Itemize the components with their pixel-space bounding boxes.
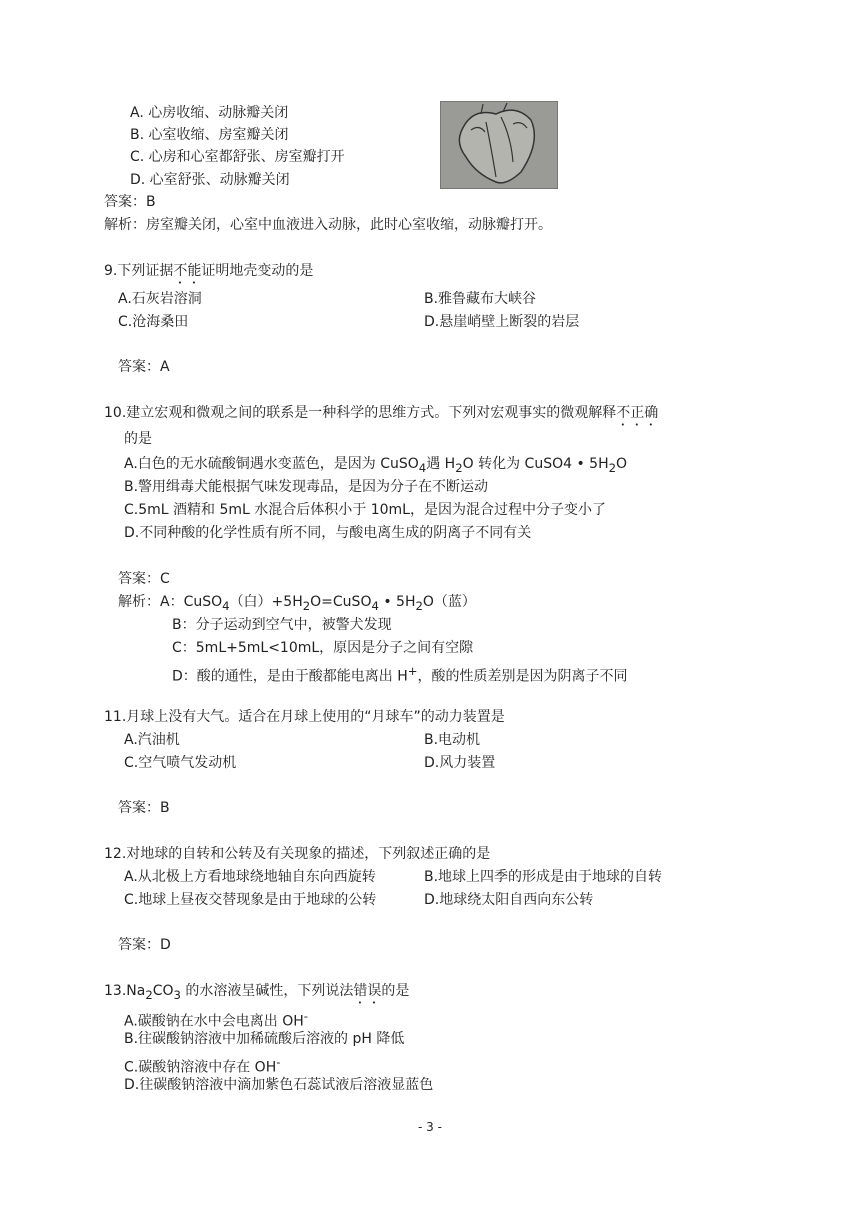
q13-stem-text: CO — [152, 983, 174, 999]
q10-analysis-text: ，酸的性质差别是因为阴离子不同 — [417, 668, 628, 685]
q10-analysis-c: C：5mL+5mL<10mL，原因是分子之间有空隙 — [172, 640, 474, 656]
q8-option-b: B. 心室收缩、房室瓣关闭 — [130, 127, 289, 143]
subscript: 2 — [608, 460, 617, 475]
q9-option-a: A.石灰岩溶洞 — [118, 291, 202, 307]
q13-stem — [104, 982, 409, 1007]
q11-stem: 11.月球上没有大气。适合在月球上使用的“月球车”的动力装置是 — [104, 709, 505, 725]
subscript: 2 — [415, 598, 423, 613]
q13-option-d: D.往碳酸钠溶液中滴加紫色石蕊试液后溶液显蓝色 — [124, 1077, 434, 1093]
q11-option-a: A.汽油机 — [124, 732, 180, 748]
q11-option-d: D.风力装置 — [424, 755, 496, 771]
q10-option-a-text: O 转化为 CuSO4 • 5H — [462, 456, 609, 472]
q10-stem-end: 的是 — [124, 431, 152, 447]
q8-option-c: C. 心房和心室都舒张、房室瓣打开 — [130, 149, 345, 165]
subscript: 4 — [371, 598, 379, 613]
q8-analysis: 解析：房室瓣关闭，心室中血液进入动脉，此时心室收缩，动脉瓣打开。 — [104, 217, 552, 233]
q10-answer: 答案：C — [118, 571, 170, 587]
q10-analysis-b: B：分子运动到空气中，被警犬发现 — [172, 617, 392, 633]
page-number: - 3 - — [418, 1120, 442, 1134]
q10-analysis-text: D：酸的通性，是由于酸都能电离出 H — [172, 668, 408, 685]
q10-analysis-text: O（蓝） — [422, 594, 476, 610]
q9-option-d: D.悬崖峭壁上断裂的岩层 — [424, 314, 580, 330]
q10-analysis-d — [172, 662, 628, 686]
q8-option-a: A. 心房收缩、动脉瓣关闭 — [130, 105, 289, 121]
q9-option-c: C.沧海桑田 — [118, 314, 189, 330]
q13-option-a — [124, 1007, 308, 1031]
q8-option-d: D. 心室舒张、动脉瓣关闭 — [130, 172, 290, 188]
q11-option-b: B.电动机 — [424, 732, 481, 748]
q10-analysis-a — [118, 593, 476, 615]
superscript: - — [303, 1009, 308, 1023]
subscript: 4 — [418, 460, 427, 475]
q10-stem-text: 10.建立宏观和微观之间的联系是一种科学的思维方式。下列对宏观事实的微观解释 — [104, 405, 617, 421]
subscript: 2 — [145, 987, 153, 1002]
q11-option-c: C.空气喷气发动机 — [124, 755, 237, 771]
q9-answer: 答案：A — [118, 359, 170, 375]
q13-stem-emphasis: 错误 — [353, 983, 382, 999]
q9-stem-emphasis: 不能 — [173, 263, 202, 279]
q13-option-c-text: C.碳酸钠溶液中存在 OH — [124, 1059, 277, 1076]
subscript: 4 — [222, 598, 230, 613]
q9-stem-text-end: 证明地壳变动的是 — [201, 263, 314, 279]
q9-stem — [104, 262, 313, 287]
q13-stem-text-end: 的是 — [381, 983, 410, 999]
q13-option-a-text: A.碳酸钠在水中会电离出 OH — [124, 1013, 304, 1030]
q10-option-a — [124, 455, 627, 477]
q10-option-a-text: A.白色的无水硫酸铜遇水变蓝色，是因为 CuSO — [124, 456, 419, 472]
subscript: 3 — [173, 987, 181, 1002]
q10-option-a-text: O — [616, 456, 628, 472]
superscript: + — [407, 664, 418, 678]
q10-option-c: C.5mL 酒精和 5mL 水混合后体积小于 10mL，是因为混合过程中分子变小了 — [124, 502, 606, 518]
q10-option-b: B.警用缉毒犬能根据气味发现毒品，是因为分子在不断运动 — [124, 479, 489, 495]
q13-option-c — [124, 1053, 280, 1077]
q12-option-a: A.从北极上方看地球绕地轴自东向西旋转 — [124, 869, 376, 885]
q8-answer: 答案：B — [104, 194, 156, 210]
q13-stem-text: 13.Na — [104, 983, 146, 999]
q10-stem — [104, 404, 658, 429]
q10-analysis-text: （白）+5H — [229, 594, 303, 610]
q10-analysis-text: 解析：A：CuSO — [118, 594, 223, 610]
q12-option-d: D.地球绕太阳自西向东公转 — [424, 892, 594, 908]
q12-answer: 答案：D — [118, 937, 171, 953]
q12-option-c: C.地球上昼夜交替现象是由于地球的公转 — [124, 892, 377, 908]
q12-stem: 12.对地球的自转和公转及有关现象的描述，下列叙述正确的是 — [104, 846, 491, 862]
q10-analysis-text: O=CuSO — [310, 594, 372, 610]
superscript: - — [276, 1055, 281, 1069]
q10-option-a-text: 遇 H — [426, 456, 456, 472]
heart-diagram-image — [440, 101, 558, 189]
q13-option-b: B.往碳酸钠溶液中加稀硫酸后溶液的 pH 降低 — [124, 1031, 405, 1047]
q11-answer: 答案：B — [118, 800, 170, 816]
q12-option-b: B.地球上四季的形成是由于地球的自转 — [424, 869, 663, 885]
q10-stem-emphasis: 不正确 — [616, 405, 659, 421]
q9-option-b: B.雅鲁藏布大峡谷 — [424, 291, 537, 307]
q13-stem-text: 的水溶液呈碱性，下列说法 — [180, 983, 354, 999]
subscript: 2 — [302, 598, 311, 613]
q9-stem-text: 9.下列证据 — [104, 263, 174, 279]
subscript: 2 — [455, 460, 463, 475]
q10-analysis-text: • 5H — [378, 594, 416, 610]
q10-option-d: D.不同种酸的化学性质有所不同，与酸电离生成的阴离子不同有关 — [124, 525, 532, 541]
